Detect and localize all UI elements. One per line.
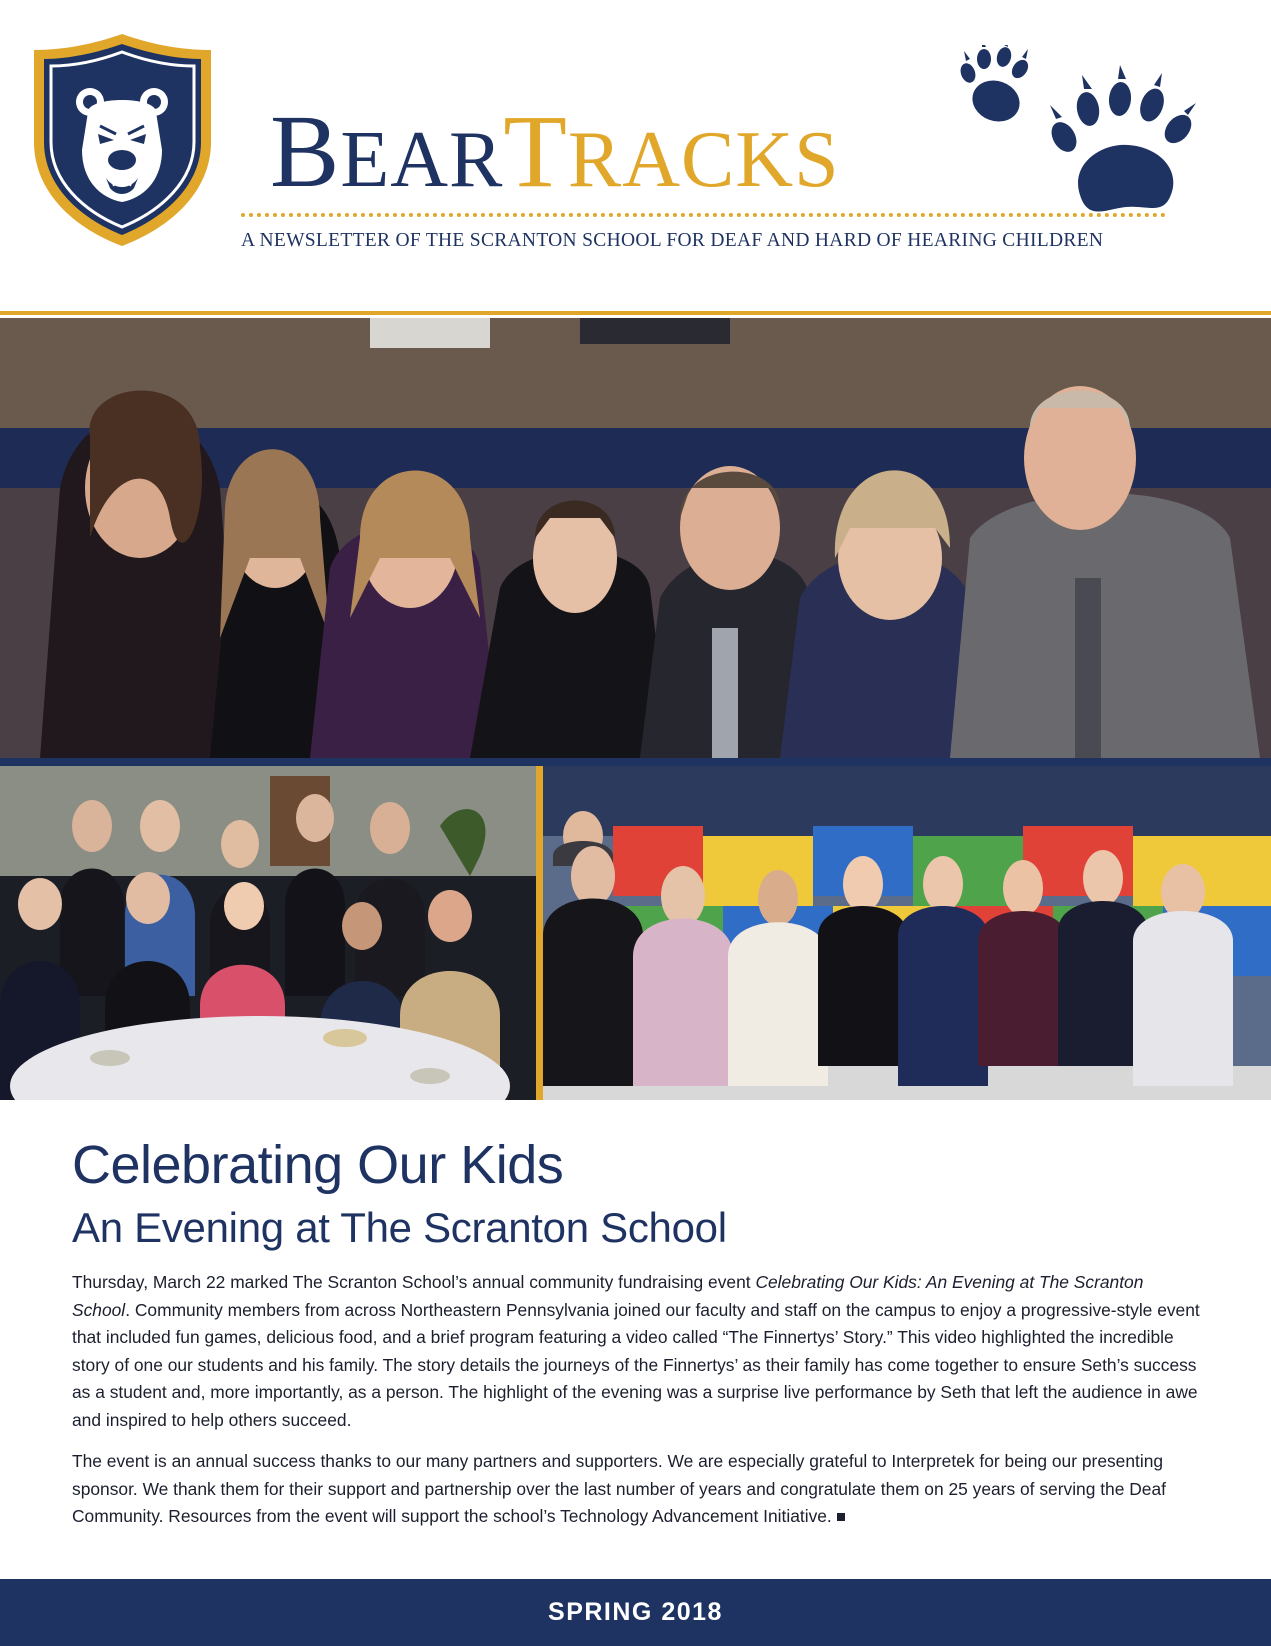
title-bear-rest: EAR bbox=[340, 116, 504, 204]
event-name-italic: Celebrating Our Kids: An Evening at The Scranton School bbox=[72, 1272, 1144, 1320]
title-tracks-rest: RACKS bbox=[567, 116, 840, 204]
newsletter-subtitle: A NEWSLETTER OF THE SCRANTON SCHOOL FOR DEAF AND HARD OF HEARING CHILDREN bbox=[241, 230, 1104, 251]
article-paragraph-2 bbox=[72, 1448, 1202, 1531]
end-of-article-icon bbox=[837, 1513, 845, 1521]
article-headline: Celebrating Our Kids bbox=[72, 1135, 564, 1195]
photo-divider-bar bbox=[0, 758, 1271, 766]
group-photo-family bbox=[0, 318, 1271, 758]
issue-label: SPRING 2018 bbox=[548, 1598, 723, 1626]
paragraph-1-rest: . Community members from across Northeastern Pennsylvania joined our faculty and staff on the campus to enjoy a progressive-style event that included fun games, delicious food, and a brief program featuring a video called “The Finnertys’ Story.” This video highlighted the incredible story of one our students and his family. The story details the journeys of the Finnertys’ as their family has come together to ensure Seth’s success as a student and, more importantly, as a person. The highlight of the evening was a surprise live performance by Seth that left the audience in awe and inspired to help others succeed. bbox=[72, 1299, 1200, 1430]
group-photo-women bbox=[543, 766, 1271, 1100]
photo-divider-gold bbox=[536, 766, 543, 1100]
title-bear-initial: B bbox=[270, 94, 341, 209]
paragraph-2-text: The event is an annual success thanks to our many partners and supporters. We are especially grateful to Interpretek for being our presenting sponsor. We thank them for their support and partnership over the last number of years and congratulate them on 25 years of serving the Deaf Community. Resources from the event will support the school’s Technology Advancement Initiative. bbox=[72, 1451, 1166, 1526]
masthead bbox=[0, 0, 1271, 300]
bear-shield-icon bbox=[30, 30, 215, 250]
paragraph-1-lead: Thursday, March 22 marked The Scranton School’s annual community fundraising event bbox=[72, 1272, 756, 1292]
newsletter-title bbox=[270, 94, 840, 209]
title-bear bbox=[270, 94, 503, 209]
article-subhead: An Evening at The Scranton School bbox=[72, 1204, 727, 1251]
article-paragraph-1 bbox=[72, 1269, 1202, 1434]
footer-bar bbox=[0, 1579, 1271, 1646]
group-photo-table bbox=[0, 766, 536, 1100]
title-dotted-rule bbox=[241, 213, 1166, 217]
title-tracks bbox=[503, 94, 839, 209]
article-body bbox=[72, 1269, 1202, 1531]
gold-divider bbox=[0, 311, 1271, 315]
title-tracks-initial: T bbox=[503, 94, 568, 209]
